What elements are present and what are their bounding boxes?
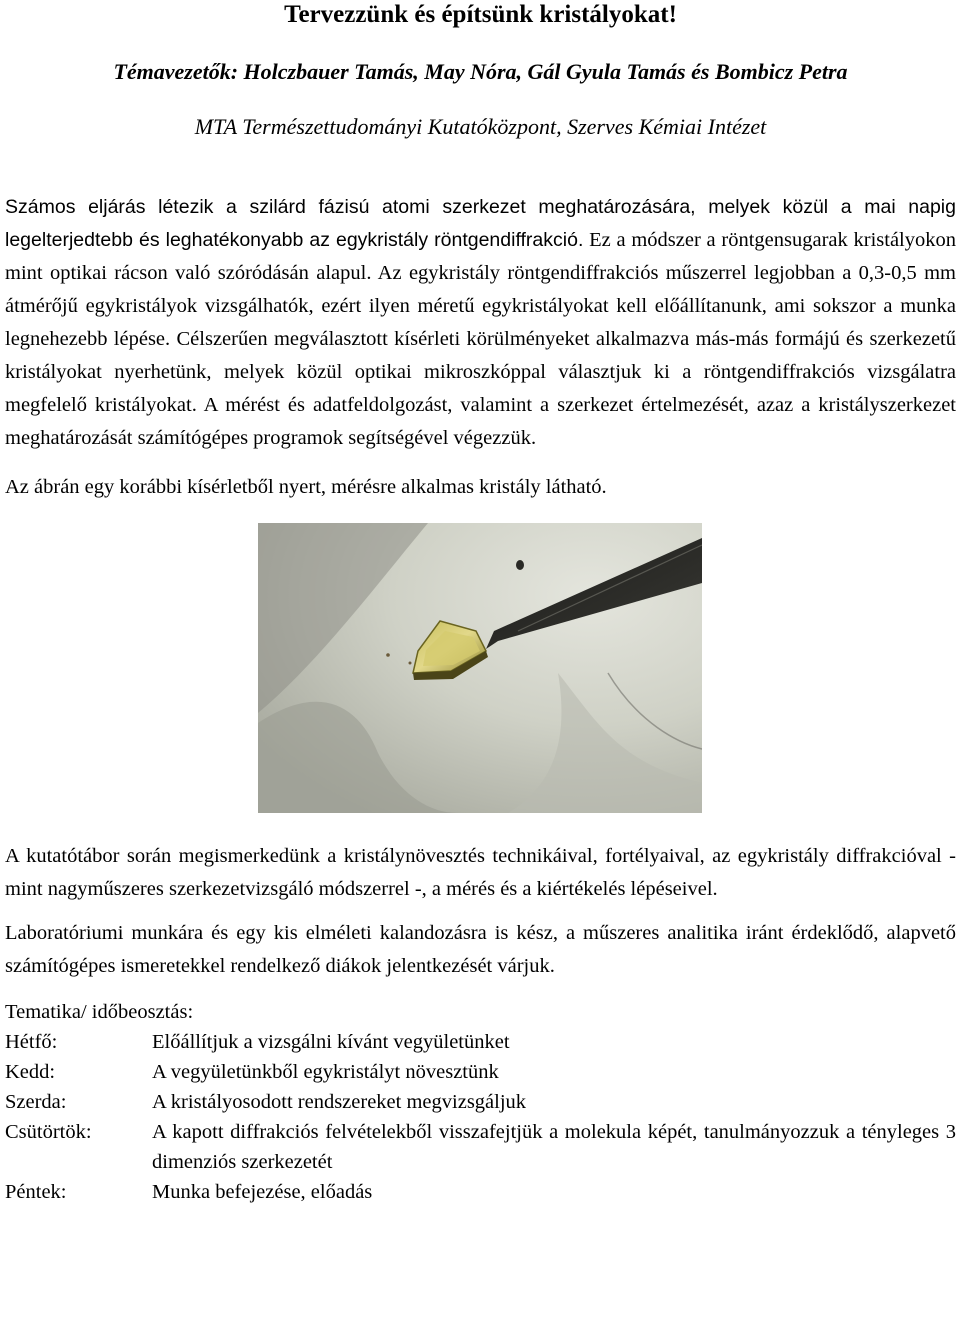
schedule-task: A kapott diffrakciós felvételekből visszafejtjük a molekula képét, tanulmányozzuk a tényleges 3 dimenziós szerkezetét	[152, 1121, 956, 1173]
schedule-row	[5, 1117, 956, 1177]
intro-paragraph	[5, 191, 956, 455]
schedule-row	[5, 1057, 956, 1087]
applicants-paragraph: Laboratóriumi munkára és egy kis elméleti kalandozásra is kész, a műszeres analitika iránt érdeklődő, alapvető számítógépes ismeretekkel rendelkező diákok jelentkezését várjuk.	[5, 922, 956, 977]
schedule-day: Péntek:	[5, 1181, 67, 1203]
schedule-row	[5, 1177, 956, 1207]
supervisors-line: Témavezetők: Holczbauer Tamás, May Nóra, Gál Gyula Tamás és Bombicz Petra	[113, 59, 848, 84]
schedule-task: Munka befejezése, előadás	[152, 1181, 373, 1203]
page-title: Tervezzünk és építsünk kristályokat!	[284, 1, 677, 28]
crystal-photo-illustration	[258, 523, 702, 813]
schedule-task: Előállítjuk a vizsgálni kívánt vegyületünket	[152, 1031, 510, 1053]
schedule-table	[5, 1027, 956, 1207]
schedule-task: A vegyületünkből egykristályt növesztünk	[152, 1061, 499, 1083]
camp-paragraph: A kutatótábor során megismerkedünk a kristálynövesztés technikáival, fortélyaival, az egykristály diffrakcióval - mint nagyműszeres szerkezetvizsgáló módszerrel -, a mérés és a kiértékelés lépéseivel.	[5, 845, 956, 900]
intro-paragraph-serif-part: Ez a módszer a röntgensugarak kristályokon mint optikai rácson való szóródásán alapul. Az egykristály röntgendiffrakciós műszerrel legjobban a 0,3-0,5 mm átmérőjű egykristályok vizsgálhatók, ezért ilyen méretű egykristályokat kell előállítanunk, ami sokszor a munka legnehezebb lépése. Célszerűen megválasztott kísérleti körülményeket alkalmazva más-más formájú és szerkezetű kristályokat nyerhetünk, melyek közül optikai mikroszkóppal választjuk ki a röntgendiffrakciós vizsgálatra megfelelő kristályokat. A mérést és adatfeldolgozást, valamint a szerkezet értelmezését, azaz a kristályszerkezet meghatározását számítógépes programok segítségével végezzük.	[5, 229, 956, 449]
document-page	[5, 0, 956, 1207]
crystal-photo	[258, 523, 702, 813]
schedule-day: Csütörtök:	[5, 1121, 92, 1143]
schedule-title: Tematika/ időbeosztás:	[5, 1001, 194, 1023]
intro-paragraph-sans-part: Számos eljárás létezik a szilárd fázisú atomi szerkezet meghatározására, melyek közül a mai napig legelterjedtebb és leghatékonyabb az egykristály röntgendiffrakció.	[5, 196, 956, 251]
schedule-row	[5, 1027, 956, 1057]
schedule-day: Hétfő:	[5, 1031, 58, 1053]
schedule-task: A kristályosodott rendszereket megvizsgáljuk	[152, 1091, 527, 1113]
institute-line: MTA Természettudományi Kutatóközpont, Szerves Kémiai Intézet	[194, 114, 767, 139]
schedule-row	[5, 1087, 956, 1117]
figure-caption-paragraph: Az ábrán egy korábbi kísérletből nyert, mérésre alkalmas kristály látható.	[5, 476, 607, 498]
schedule-day: Kedd:	[5, 1061, 56, 1083]
schedule-day: Szerda:	[5, 1091, 67, 1113]
